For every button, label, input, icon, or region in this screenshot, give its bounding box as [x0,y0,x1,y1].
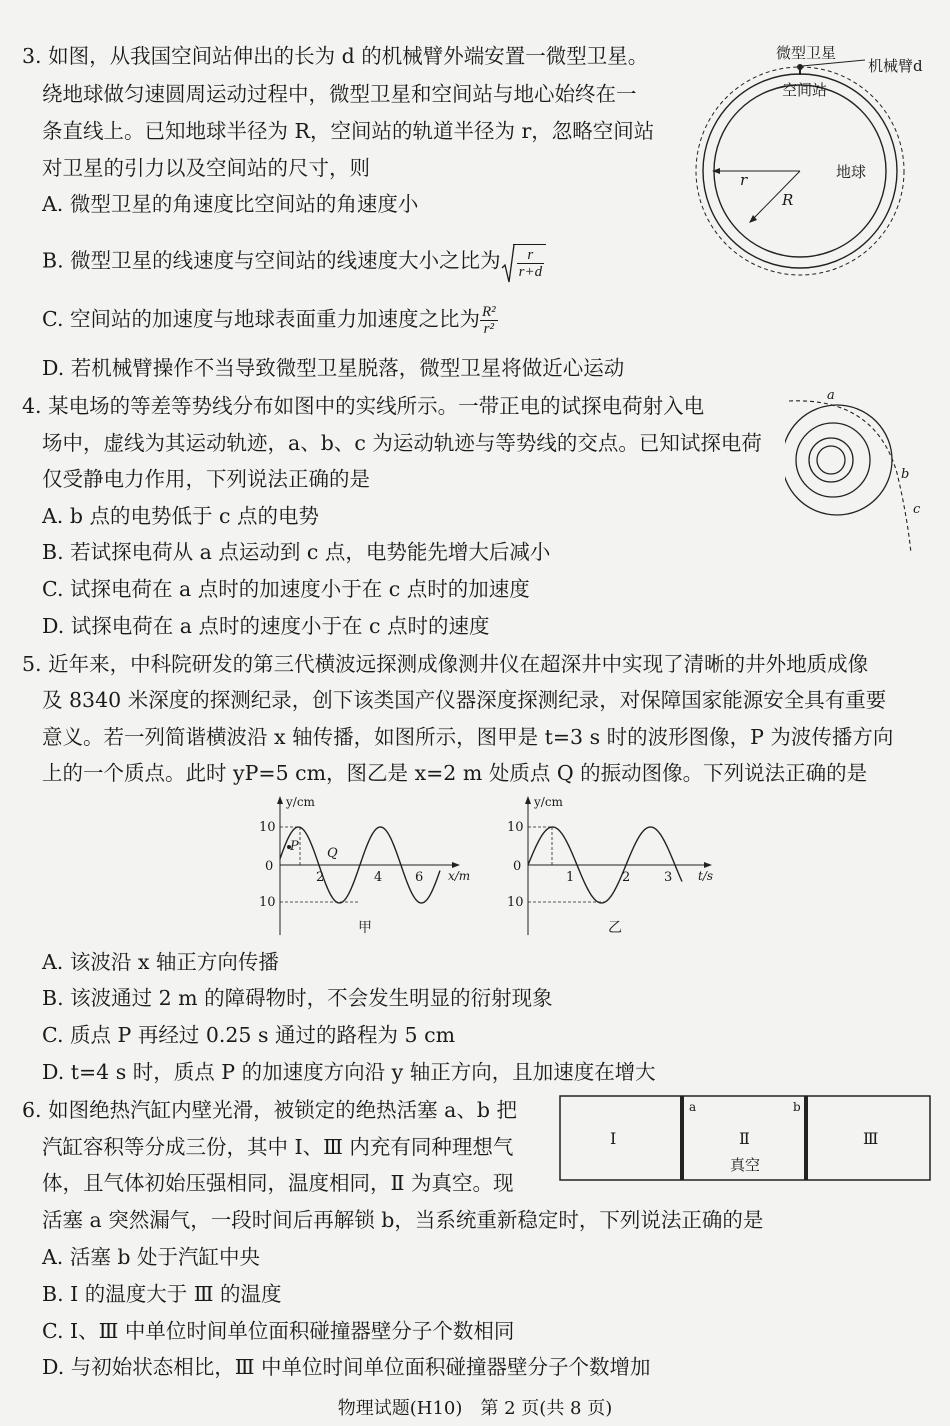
point-a-label: a [827,388,835,403]
q6-option-a: A. 活塞 b 处于汽缸中央 [42,1245,260,1269]
point-P-label: P [290,839,299,854]
q3-option-b-denominator: r+d [518,264,543,280]
q3-option-a: A. 微型卫星的角速度比空间站的角速度小 [42,192,419,216]
y-tick-10: 10 [259,820,276,835]
t-tick-2: 2 [622,870,631,885]
q5-stem-line-1: 5. 近年来，中科院研发的第三代横波远探测成像测井仪在超深井中实现了清晰的井外地质成像 [22,652,869,676]
q5-figure-vibration-graph [500,790,730,940]
point-b-label: b [901,467,910,482]
label-satellite: 微型卫星 [776,44,837,62]
y-tick-0: 0 [513,859,522,874]
satellite-dot [797,64,803,70]
q3-option-b [42,244,546,280]
label-R: R [782,191,794,209]
trajectory-dashed [789,401,911,553]
label-arm: 机械臂d [868,57,923,75]
q3-stem-line-3: 条直线上。已知地球半径为 R，空间站的轨道半径为 r，忽略空间站 [42,119,655,143]
y-tick-neg10: 10 [259,895,276,910]
piston-a-label: a [689,1100,697,1114]
label-earth: 地球 [836,163,867,181]
t-tick-3: 3 [664,870,673,885]
q3-option-c-text: C. 空间站的加速度与地球表面重力加速度之比为 [42,307,480,331]
x-tick-4: 4 [374,870,383,885]
q4-figure-equipotential [785,385,935,557]
q6-stem-line-2: 汽缸容积等分成三份，其中 Ⅰ、Ⅲ 内充有同种理想气 [42,1135,514,1159]
chamber-I-label: Ⅰ [610,1129,617,1148]
q5-figure-wave-graph [250,790,480,940]
q4-stem-line-1: 4. 某电场的等差等势线分布如图中的实线所示。一带正电的试探电荷射入电 [22,394,705,418]
q5-option-c: C. 质点 P 再经过 0.25 s 通过的路程为 5 cm [42,1023,456,1047]
q3-option-d: D. 若机械臂操作不当导致微型卫星脱落，微型卫星将做近心运动 [42,356,625,380]
q5-stem-line-4: 上的一个质点。此时 yP=5 cm，图乙是 x=2 m 处质点 Q 的振动图像。下列说法正确的是 [42,761,868,785]
q5-option-b: B. 该波通过 2 m 的障碍物时，不会发生明显的衍射现象 [42,986,553,1010]
q3-figure-orbit [690,35,950,280]
equipotential-outer [785,405,892,515]
label-r: r [740,171,748,189]
q4-option-c: C. 试探电荷在 a 点时的加速度小于在 c 点时的加速度 [42,577,530,601]
q5-option-d: D. t=4 s 时，质点 P 的加速度方向沿 y 轴正方向，且加速度在增大 [42,1060,656,1084]
y-axis-label: y/cm [534,795,563,809]
q6-option-c: C. Ⅰ、Ⅲ 中单位时间单位面积碰撞器壁分子个数相同 [42,1319,515,1343]
point-Q-label: Q [327,846,338,861]
q3-stem-line-1: 3. 如图，从我国空间站伸出的长为 d 的机械臂外端安置一微型卫星。 [22,44,649,68]
q4-option-b: B. 若试探电荷从 a 点运动到 c 点，电势能先增大后减小 [42,540,551,564]
q3-option-b-numerator: r [517,247,544,264]
chamber-III-label: Ⅲ [863,1129,879,1148]
caption-jia: 甲 [358,920,372,936]
y-axis-arrow [277,796,283,804]
q5-option-a: A. 该波沿 x 轴正方向传播 [42,950,279,974]
y-tick-neg10: 10 [507,895,524,910]
x-axis-arrow [452,862,460,868]
q3-stem-line-2: 绕地球做匀速圆周运动过程中，微型卫星和空间站与地心始终在一 [42,82,637,106]
t-tick-1: 1 [566,870,575,885]
q6-stem-line-1: 6. 如图绝热汽缸内壁光滑，被锁定的绝热活塞 a、b 把 [22,1098,517,1122]
q5-stem-line-3: 意义。若一列简谐横波沿 x 轴传播，如图所示，图甲是 t=3 s 时的波形图像，P 为波传播方向 [42,725,894,749]
q6-option-b: B. Ⅰ 的温度大于 Ⅲ 的温度 [42,1282,282,1306]
q3-stem-line-4: 对卫星的引力以及空间站的尺寸，则 [42,156,370,180]
y-tick-10: 10 [507,820,524,835]
q6-stem-line-3: 体，且气体初始压强相同，温度相同，Ⅱ 为真空。现 [42,1171,514,1195]
page-footer: 物理试题(H10) 第 2 页(共 8 页) [337,1398,613,1419]
q6-option-d: D. 与初始状态相比，Ⅲ 中单位时间单位面积碰撞器壁分子个数增加 [42,1355,651,1379]
y-axis-label: y/cm [286,795,315,809]
q3-option-c-denominator: r² [483,321,494,337]
q5-stem-line-2: 及 8340 米深度的探测纪录，创下该类国产仪器深度探测纪录，对保障国家能源安全具有重要 [42,688,887,712]
piston-b-label: b [793,1100,801,1114]
t-axis-arrow [704,862,712,868]
label-station: 空间站 [782,81,828,99]
sqrt-symbol [501,244,546,280]
radius-r-arrow [712,168,720,174]
q3-option-b-text: B. 微型卫星的线速度与空间站的线速度大小之比为 [42,248,501,273]
piston-a [680,1096,684,1180]
q6-stem-line-4: 活塞 a 突然漏气，一段时间后再解锁 b，当系统重新稳定时，下列说法正确的是 [42,1208,764,1232]
x-tick-2: 2 [316,870,325,885]
piston-b [804,1096,808,1180]
q4-stem-line-3: 仅受静电力作用，下列说法正确的是 [42,467,370,491]
q6-figure-cylinder [558,1094,933,1184]
caption-yi: 乙 [608,920,622,936]
q4-option-a: A. b 点的电势低于 c 点的电势 [42,504,319,528]
y-axis-arrow [525,796,531,804]
q4-stem-line-2: 场中，虚线为其运动轨迹，a、b、c 为运动轨迹与等势线的交点。已知试探电荷 [42,431,762,455]
chamber-II-label: Ⅱ [739,1129,750,1148]
x-tick-6: 6 [415,870,424,885]
point-c-label: c [913,502,921,517]
equipotential-core [817,446,845,474]
y-tick-0: 0 [265,859,274,874]
q4-option-d: D. 试探电荷在 a 点时的速度小于在 c 点时的速度 [42,614,490,638]
q3-option-c-numerator: R² [482,304,496,320]
equipotential-middle [796,423,870,497]
q3-option-c [42,304,498,337]
x-axis-label: x/m [448,869,471,883]
equipotential-inner [809,438,853,482]
t-axis-label: t/s [698,869,714,883]
vacuum-label: 真空 [730,1156,761,1174]
